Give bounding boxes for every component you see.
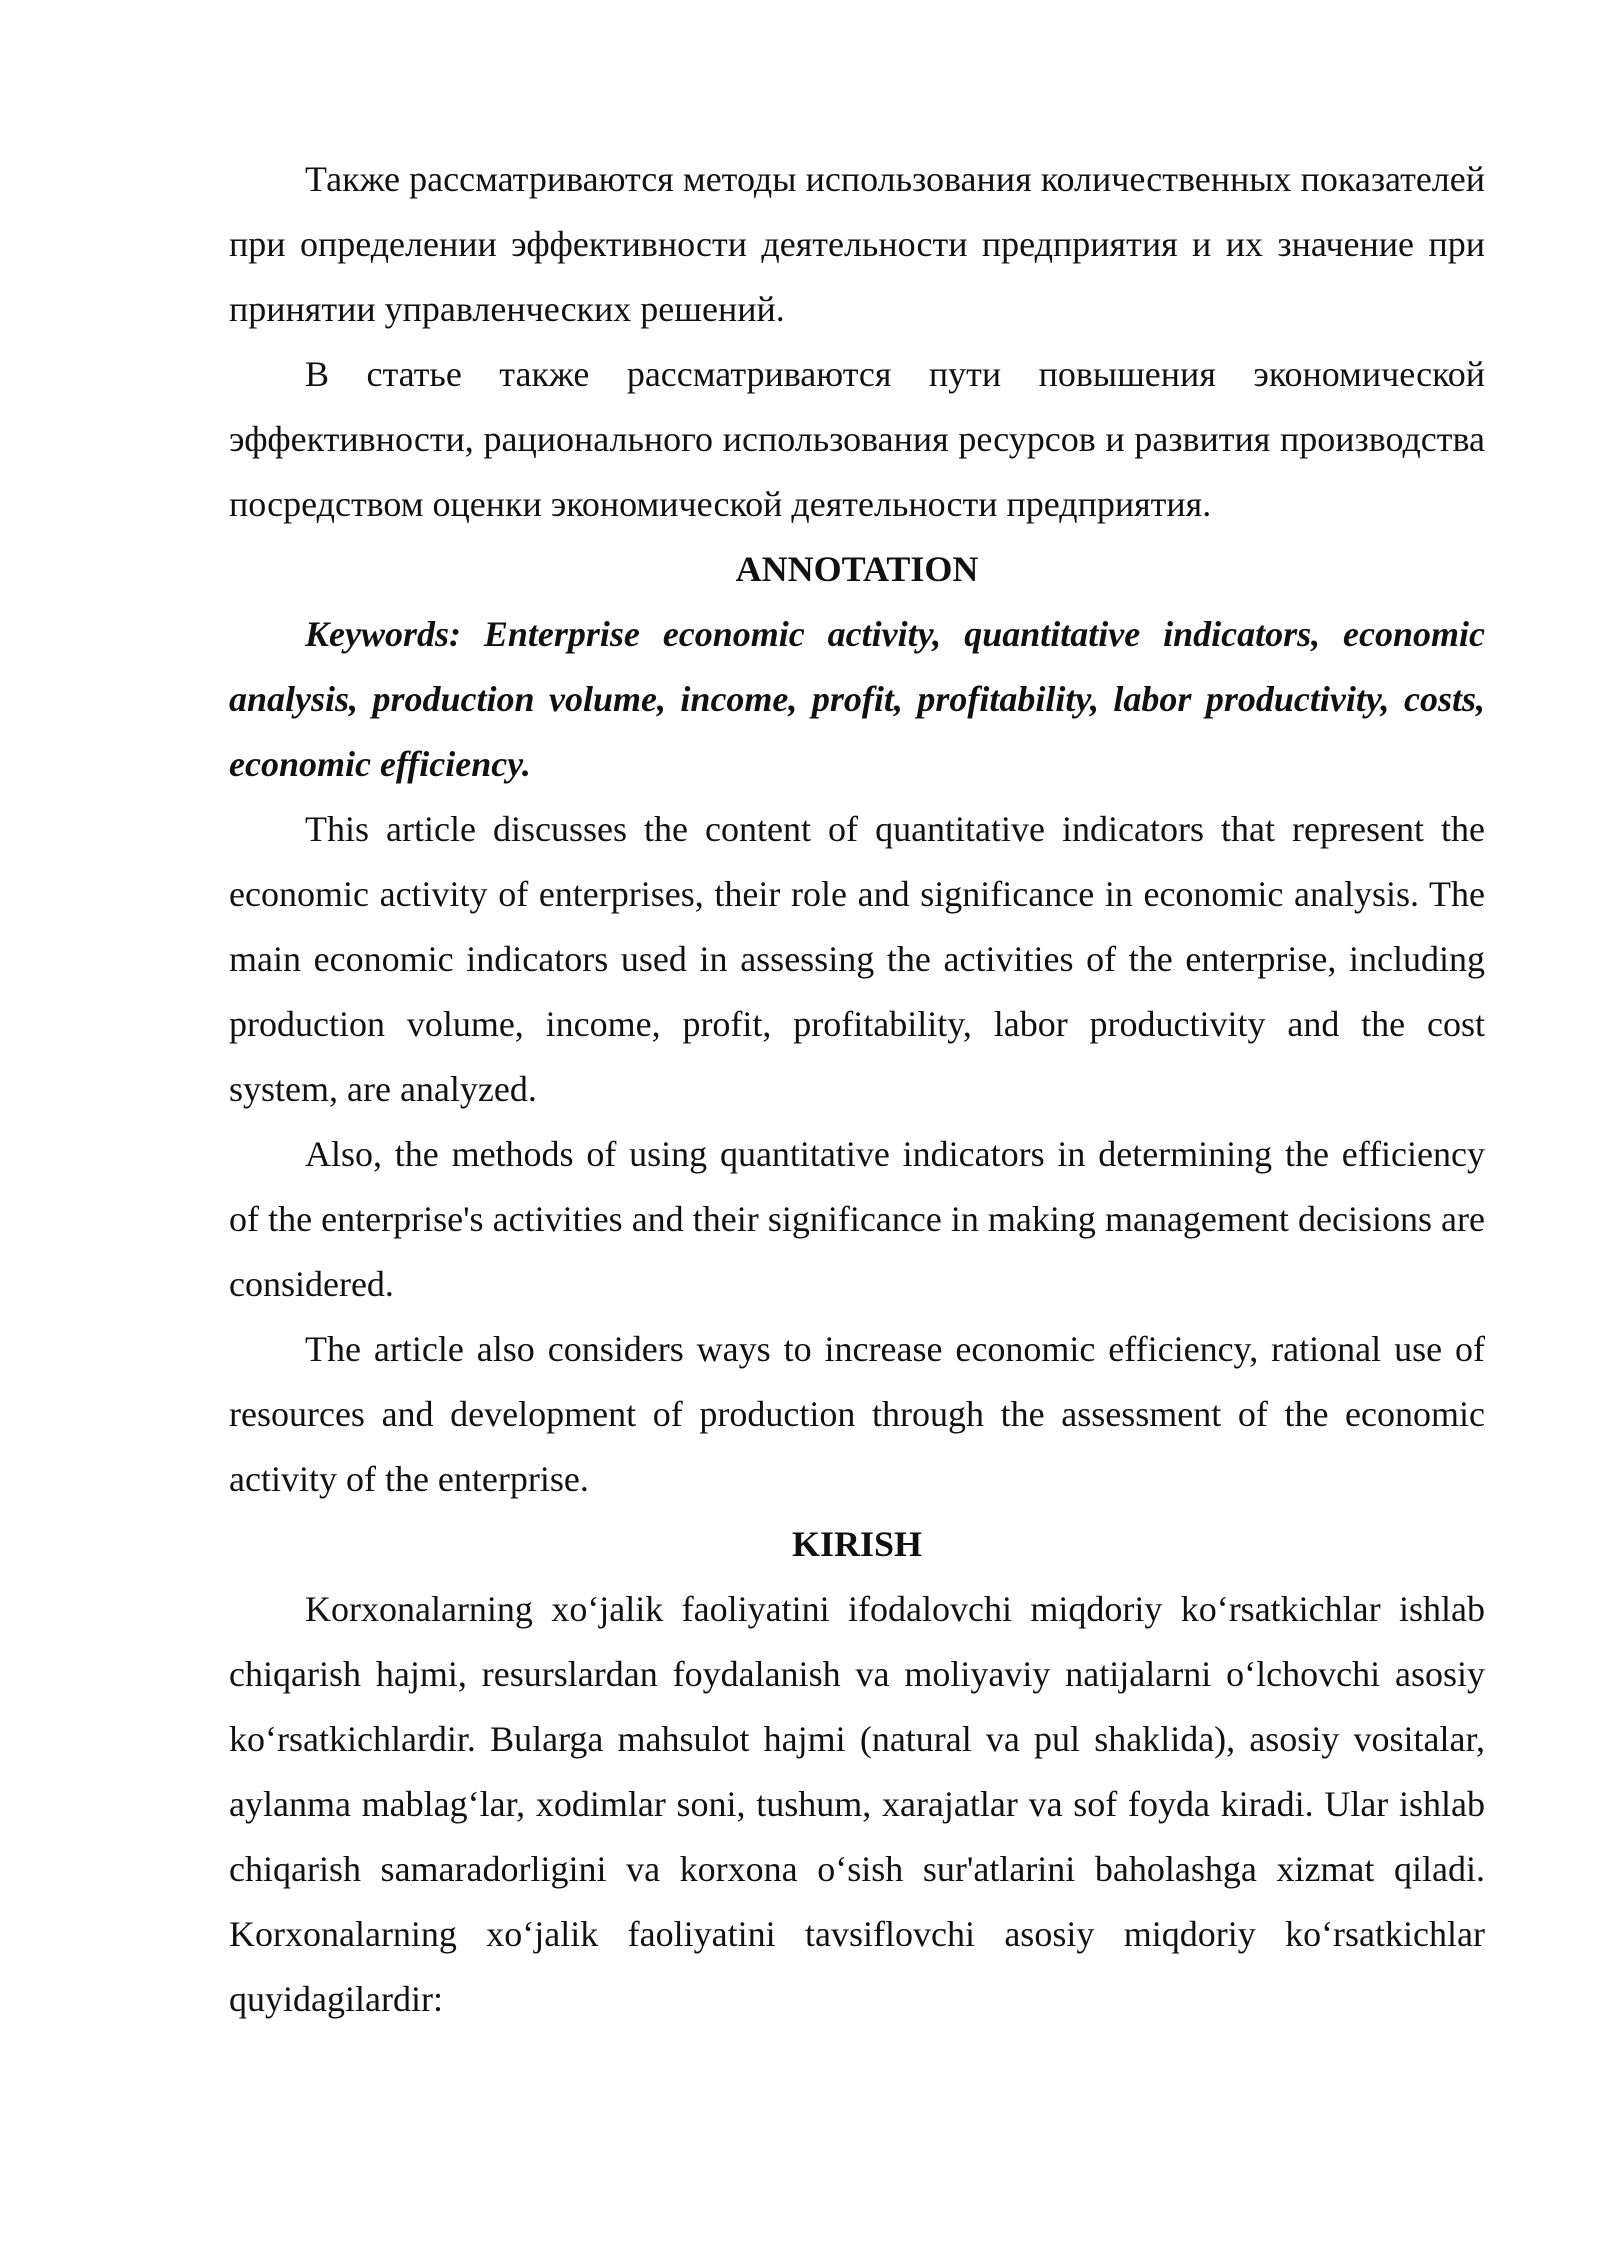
kirish-heading: KIRISH [791,1524,923,1564]
page-text-column [229,147,1485,2032]
ru-paragraph-methods: Также рассматриваются методы использования количественных показателей при определении эффективности деятельности предприятия и их значение при принятии управленческих решений. [229,159,1485,329]
ru-paragraph-ways: В статье также рассматриваются пути повышения экономической эффективности, рационального использования ресурсов и развития производства посредством оценки экономической деятельности предприятия. [229,354,1485,524]
annotation-paragraph-methods: Also, the methods of using quantitative indicators in determining the efficiency of the enterprise's activities and their significance in making management decisions are considered. [229,1134,1485,1304]
kirish-paragraph: Korxonalarning xoʻjalik faoliyatini ifodalovchi miqdoriy koʻrsatkichlar ishlab chiqarish hajmi, resurslardan foydalanish va moliyaviy natijalarni oʻlchovchi asosiy koʻrsatkichlardir. Bularga mahsulot hajmi (natural va pul shaklida), asosiy vositalar, aylanma mablagʻlar, xodimlar soni, tushum, xarajatlar va sof foyda kiradi. Ular ishlab chiqarish samaradorligini va korxona oʻsish sur'atlarini baholashga xizmat qiladi. Korxonalarning xoʻjalik faoliyatini tavsiflovchi asosiy miqdoriy koʻrsatkichlar quyidagilardir: [229,1589,1485,2019]
annotation-paragraph-ways: The article also considers ways to increase economic efficiency, rational use of resources and development of production through the assessment of the economic activity of the enterprise. [229,1329,1485,1499]
annotation-paragraph-content: This article discusses the content of quantitative indicators that represent the economic activity of enterprises, their role and significance in economic analysis. The main economic indicators used in assessing the activities of the enterprise, including production volume, income, profit, profitability, labor productivity and the cost system, are analyzed. [229,809,1485,1109]
annotation-heading: ANNOTATION [735,549,979,589]
annotation-keywords: Keywords: Enterprise economic activity, quantitative indicators, economic analysis, production volume, income, profit, profitability, labor productivity, costs, economic efficiency. [229,614,1485,784]
